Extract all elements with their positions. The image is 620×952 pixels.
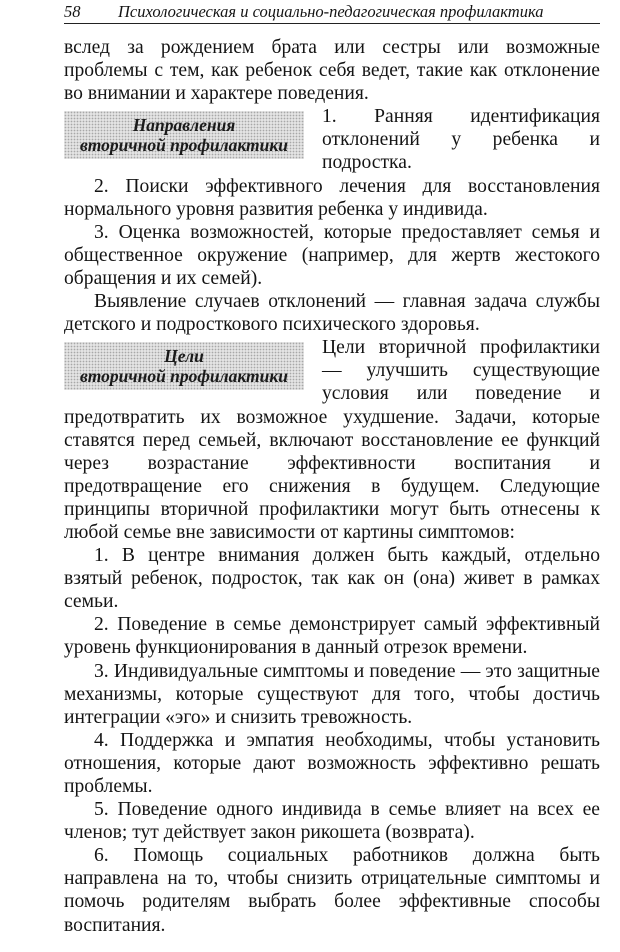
principle-item: 3. Индивидуальные симптомы и поведение — это защитные механизмы, которые существуют для того, чтобы достичь интеграции «эго» и снизить тревожность. bbox=[64, 660, 600, 728]
marginal-heading-line: Цели bbox=[164, 346, 204, 367]
principle-item: 1. В центре внимания должен быть каждый, отдельно взятый ребенок, подросток, так как он (она) живет в рамках семьи. bbox=[64, 545, 600, 613]
principle-item: 5. Поведение одного индивида в семье влияет на всех ее членов; тут действует закон рикошета (возврата). bbox=[64, 799, 600, 844]
list-item-treatment: 2. Поиски эффективного лечения для восстановления нормального уровня развития ребенка у индивида. bbox=[64, 175, 600, 220]
paragraph-detection: Выявление случаев отклонений — главная задача службы детского и подросткового психического здоровья. bbox=[64, 291, 600, 336]
marginal-heading-directions bbox=[64, 111, 304, 159]
running-title: Психологическая и социально-педагогическая профилактика bbox=[118, 2, 544, 21]
principle-item: 2. Поведение в семье демонстрирует самый эффективный уровень функционирования в данный отрезок времени. bbox=[64, 614, 600, 659]
list-item-identification: 1. Ранняя идентификация отклонений у ребенка и подростка. bbox=[322, 106, 600, 174]
marginal-heading-line: Направления bbox=[132, 115, 236, 136]
page-number: 58 bbox=[64, 2, 81, 21]
principle-item: 6. Помощь социальных работников должна быть направлена на то, чтобы снизить отрицательные симптомы и помочь родителям выбрать более эффективные способы воспитания. bbox=[64, 845, 600, 936]
marginal-heading-line: вторичной профилактики bbox=[79, 135, 288, 156]
marginal-heading-goals bbox=[64, 342, 304, 390]
marginal-heading-line: вторичной профилактики bbox=[79, 366, 288, 387]
main-text bbox=[64, 36, 600, 937]
principle-item: 4. Поддержка и эмпатия необходимы, чтобы установить отношения, которые дают возможность эффективно решать проблемы. bbox=[64, 729, 600, 797]
paragraph-goals: Цели вторичной профилактики — улучшить существующие условия или поведение и предотвратить их возможное ухудшение. Задачи, которые ставятся перед семьей, включают восстановление ее функций через возрастание эффективности воспитания и предотвращение его снижения в будущем. Следующие принципы вторичной профилактики могут быть отнесены к любой семье вне зависимости от картины симптомов: bbox=[64, 337, 600, 543]
list-item-assessment: 3. Оценка возможностей, которые предоставляет семья и общественное окружение (например, для жертв жестокого обращения и их семей). bbox=[64, 221, 600, 289]
running-header bbox=[64, 1, 600, 24]
paragraph-intro: вслед за рождением брата или сестры или возможные проблемы с тем, как ребенок себя ведет, такие как отклонение во внимании и характере поведения. bbox=[64, 37, 600, 105]
